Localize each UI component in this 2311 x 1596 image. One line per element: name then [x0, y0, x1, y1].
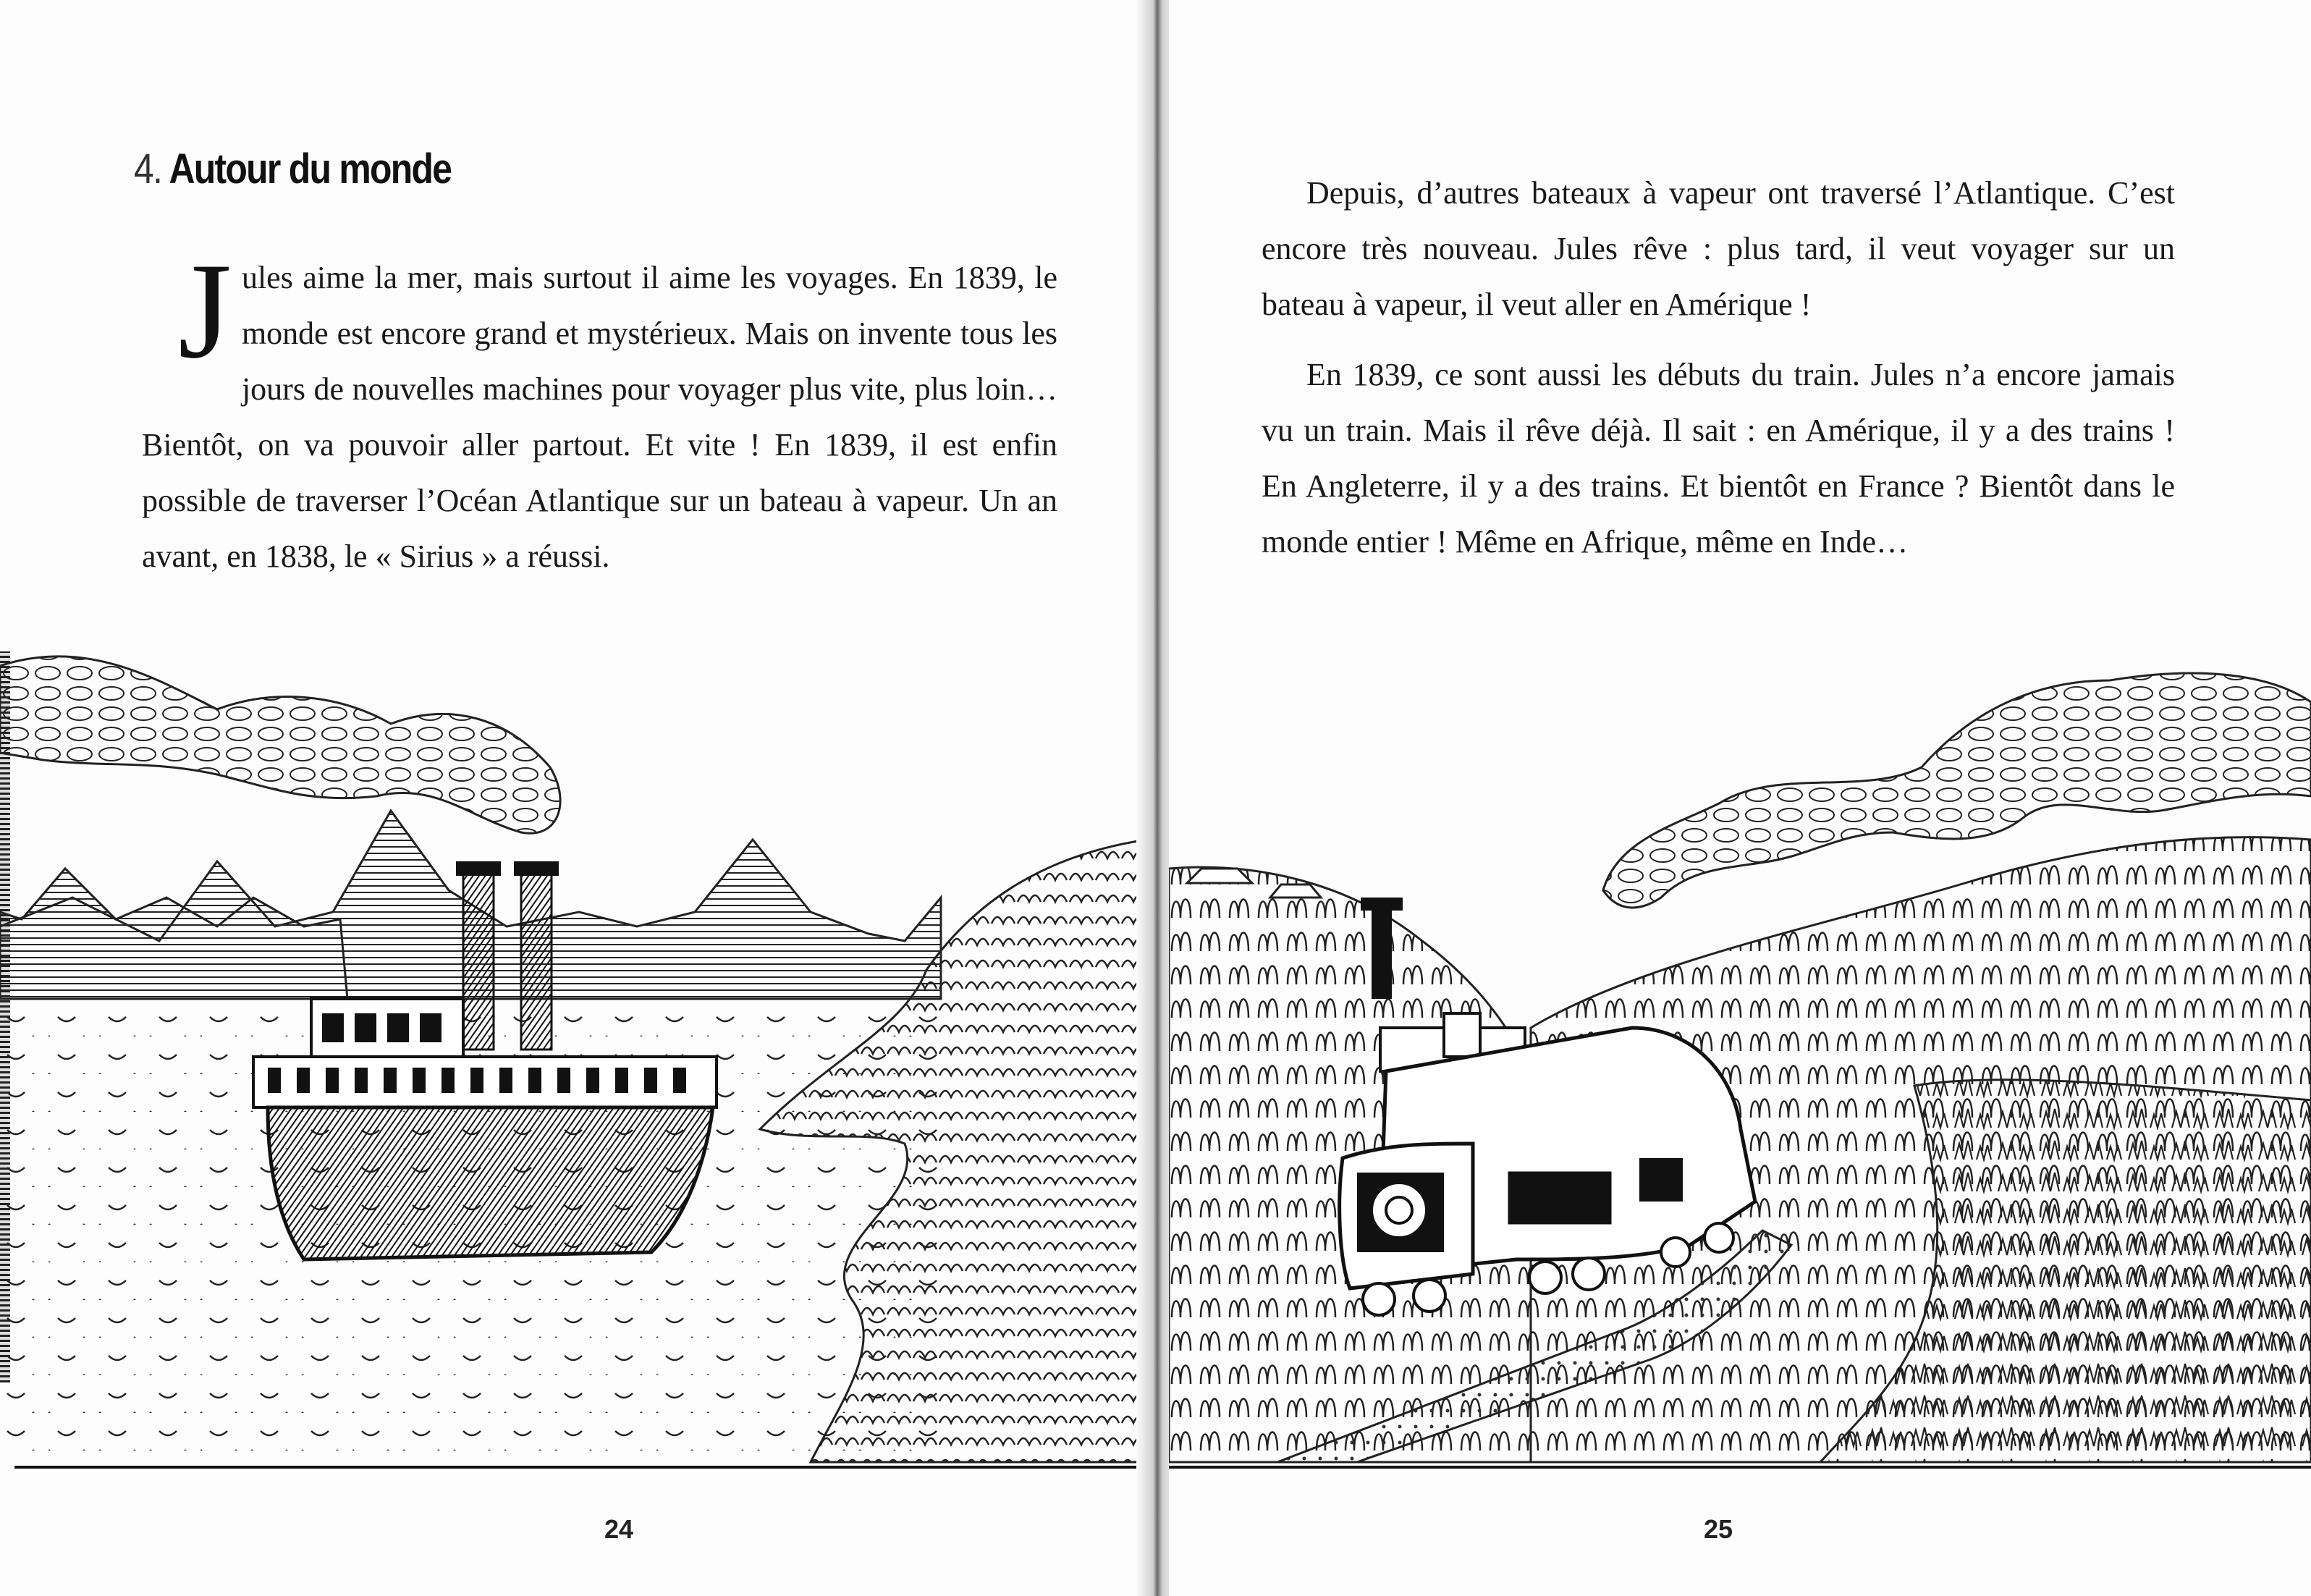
- right-paragraph: En 1839, ce sont aussi les débuts du train. Jules n’a encore jamais vu un train. Mais il rêve déjà. Il sait : en Amérique, il y a des trains ! En Angleterre, il y a des trains. Et bientôt en France ? Bientôt dans le monde entier ! Même en Afrique, même en Inde…: [1262, 357, 2175, 560]
- left-paragraph: ules aime la mer, mais surtout il aime les voyages. En 1839, le monde est encore grand et mystérieux. Mais on invente tous les jours de nouvelles machines pour voyager plus vite, plus loin… Bientôt, on va pouvoir aller partout. Et vite ! En 1839, il est enfin possible de traverser l’Océan Atlantique sur un bateau à vapeur. Un an avant, en 1838, le « Sirius » a réussi.: [142, 260, 1057, 574]
- right-page: [1169, 0, 2311, 1596]
- left-body-text: [142, 235, 1057, 599]
- right-paragraph: Depuis, d’autres bateaux à vapeur ont traversé l’Atlantique. C’est encore très nouveau. Jules rêve : plus tard, il veut voyager sur un bateau à vapeur, il veut aller en Amérique !: [1262, 175, 2175, 322]
- steamship-illustration: [0, 622, 1147, 1491]
- chapter-title: [134, 145, 451, 193]
- chapter-number: 4.: [134, 145, 162, 193]
- ground-line: [1169, 1466, 2311, 1469]
- page-number: 25: [1704, 1514, 1733, 1544]
- headlight: [1372, 1183, 1427, 1238]
- right-body-text: [1262, 165, 2175, 584]
- smoke-cloud: [0, 656, 560, 833]
- chapter-title-text: Autour du monde: [169, 145, 452, 193]
- drop-cap: J: [178, 235, 232, 387]
- ship-hull: [268, 1107, 713, 1259]
- ground-line: [14, 1466, 1147, 1469]
- left-page: [0, 0, 1147, 1596]
- page-number: 24: [604, 1514, 634, 1544]
- train-illustration: [1169, 622, 2311, 1491]
